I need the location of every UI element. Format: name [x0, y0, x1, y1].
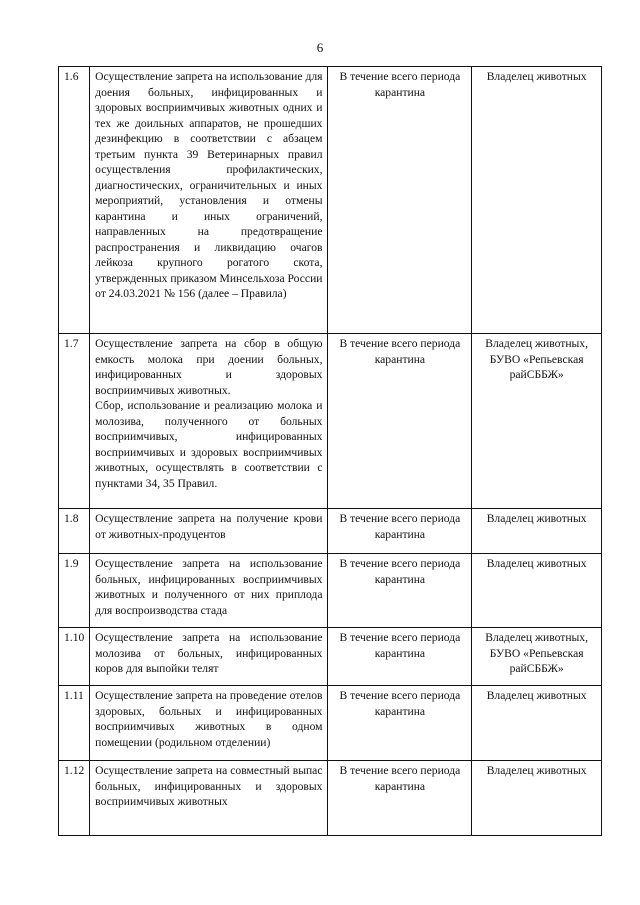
- action-text: Сбор, использование и реализацию молока и молозива, полученного от больных восприимчивых, инфицированных восприимчивых и здоровых восприимчивых животных, осуществлять в соответствии с пунктами 34, 35 Правил.: [95, 399, 323, 490]
- table-row: [59, 334, 602, 509]
- responsible-cell: Владелец животных, БУВО «Репьевская райСББЖ»: [472, 628, 602, 686]
- action-cell: [90, 686, 328, 761]
- responsible-cell: Владелец животных: [472, 67, 602, 334]
- table-row: [59, 761, 602, 836]
- measures-table: [58, 66, 602, 836]
- responsible-cell: Владелец животных, БУВО «Репьевская райСББЖ»: [472, 334, 602, 509]
- action-text: Осуществление запрета на совместный выпас больных, инфицированных и здоровых восприимчивых животных: [95, 764, 323, 808]
- action-cell: [90, 67, 328, 334]
- term-cell: В течение всего периода карантина: [328, 761, 472, 836]
- row-number: 1.6: [59, 67, 90, 334]
- row-number: 1.7: [59, 334, 90, 509]
- table-row: [59, 554, 602, 628]
- table-row: [59, 67, 602, 334]
- action-text: Осуществление запрета на использование молозива от больных, инфицированных коров для выпойки телят: [95, 631, 323, 675]
- action-text: Осуществление запрета на использование больных, инфицированных восприимчивых животных и полученного от них приплода для воспроизводства стада: [95, 557, 323, 617]
- table-row: [59, 628, 602, 686]
- action-text: Осуществление запрета на проведение отелов здоровых, больных и инфицированных восприимчивых животных в одном помещении (родильном отделении): [95, 689, 323, 749]
- responsible-cell: Владелец животных: [472, 554, 602, 628]
- action-text: Осуществление запрета на получение крови от животных-продуцентов: [95, 512, 323, 541]
- action-cell: [90, 628, 328, 686]
- responsible-cell: Владелец животных: [472, 686, 602, 761]
- responsible-cell: Владелец животных: [472, 509, 602, 554]
- action-cell: [90, 509, 328, 554]
- action-text: Осуществление запрета на использование для доения больных, инфицированных и здоровых восприимчивых животных одних и тех же доильных аппаратов, не прошедших дезинфекцию в соответствии с абзацем третьим пункта 39 Ветеринарных правил осуществления профилактических, диагностических, ограничительных и иных мероприятий, установления и отмены карантина и иных ограничений, направленных на предотвращение распространения и ликвидацию очагов лейкоза крупного рогатого скота, утвержденных приказом Минсельхоза России от 24.03.2021 № 156 (далее – Правила): [95, 70, 323, 300]
- action-text: Осуществление запрета на сбор в общую емкость молока при доении больных, инфицированных и здоровых восприимчивых животных.: [95, 337, 323, 397]
- term-cell: В течение всего периода карантина: [328, 509, 472, 554]
- action-cell: [90, 554, 328, 628]
- row-number: 1.12: [59, 761, 90, 836]
- row-number: 1.8: [59, 509, 90, 554]
- row-number: 1.10: [59, 628, 90, 686]
- responsible-cell: Владелец животных: [472, 761, 602, 836]
- page-number: 6: [316, 40, 324, 55]
- row-number: 1.11: [59, 686, 90, 761]
- action-cell: [90, 334, 328, 509]
- term-cell: В течение всего периода карантина: [328, 628, 472, 686]
- term-cell: В течение всего периода карантина: [328, 67, 472, 334]
- table-row: [59, 686, 602, 761]
- action-cell: [90, 761, 328, 836]
- term-cell: В течение всего периода карантина: [328, 686, 472, 761]
- table-row: [59, 509, 602, 554]
- term-cell: В течение всего периода карантина: [328, 554, 472, 628]
- term-cell: В течение всего периода карантина: [328, 334, 472, 509]
- row-number: 1.9: [59, 554, 90, 628]
